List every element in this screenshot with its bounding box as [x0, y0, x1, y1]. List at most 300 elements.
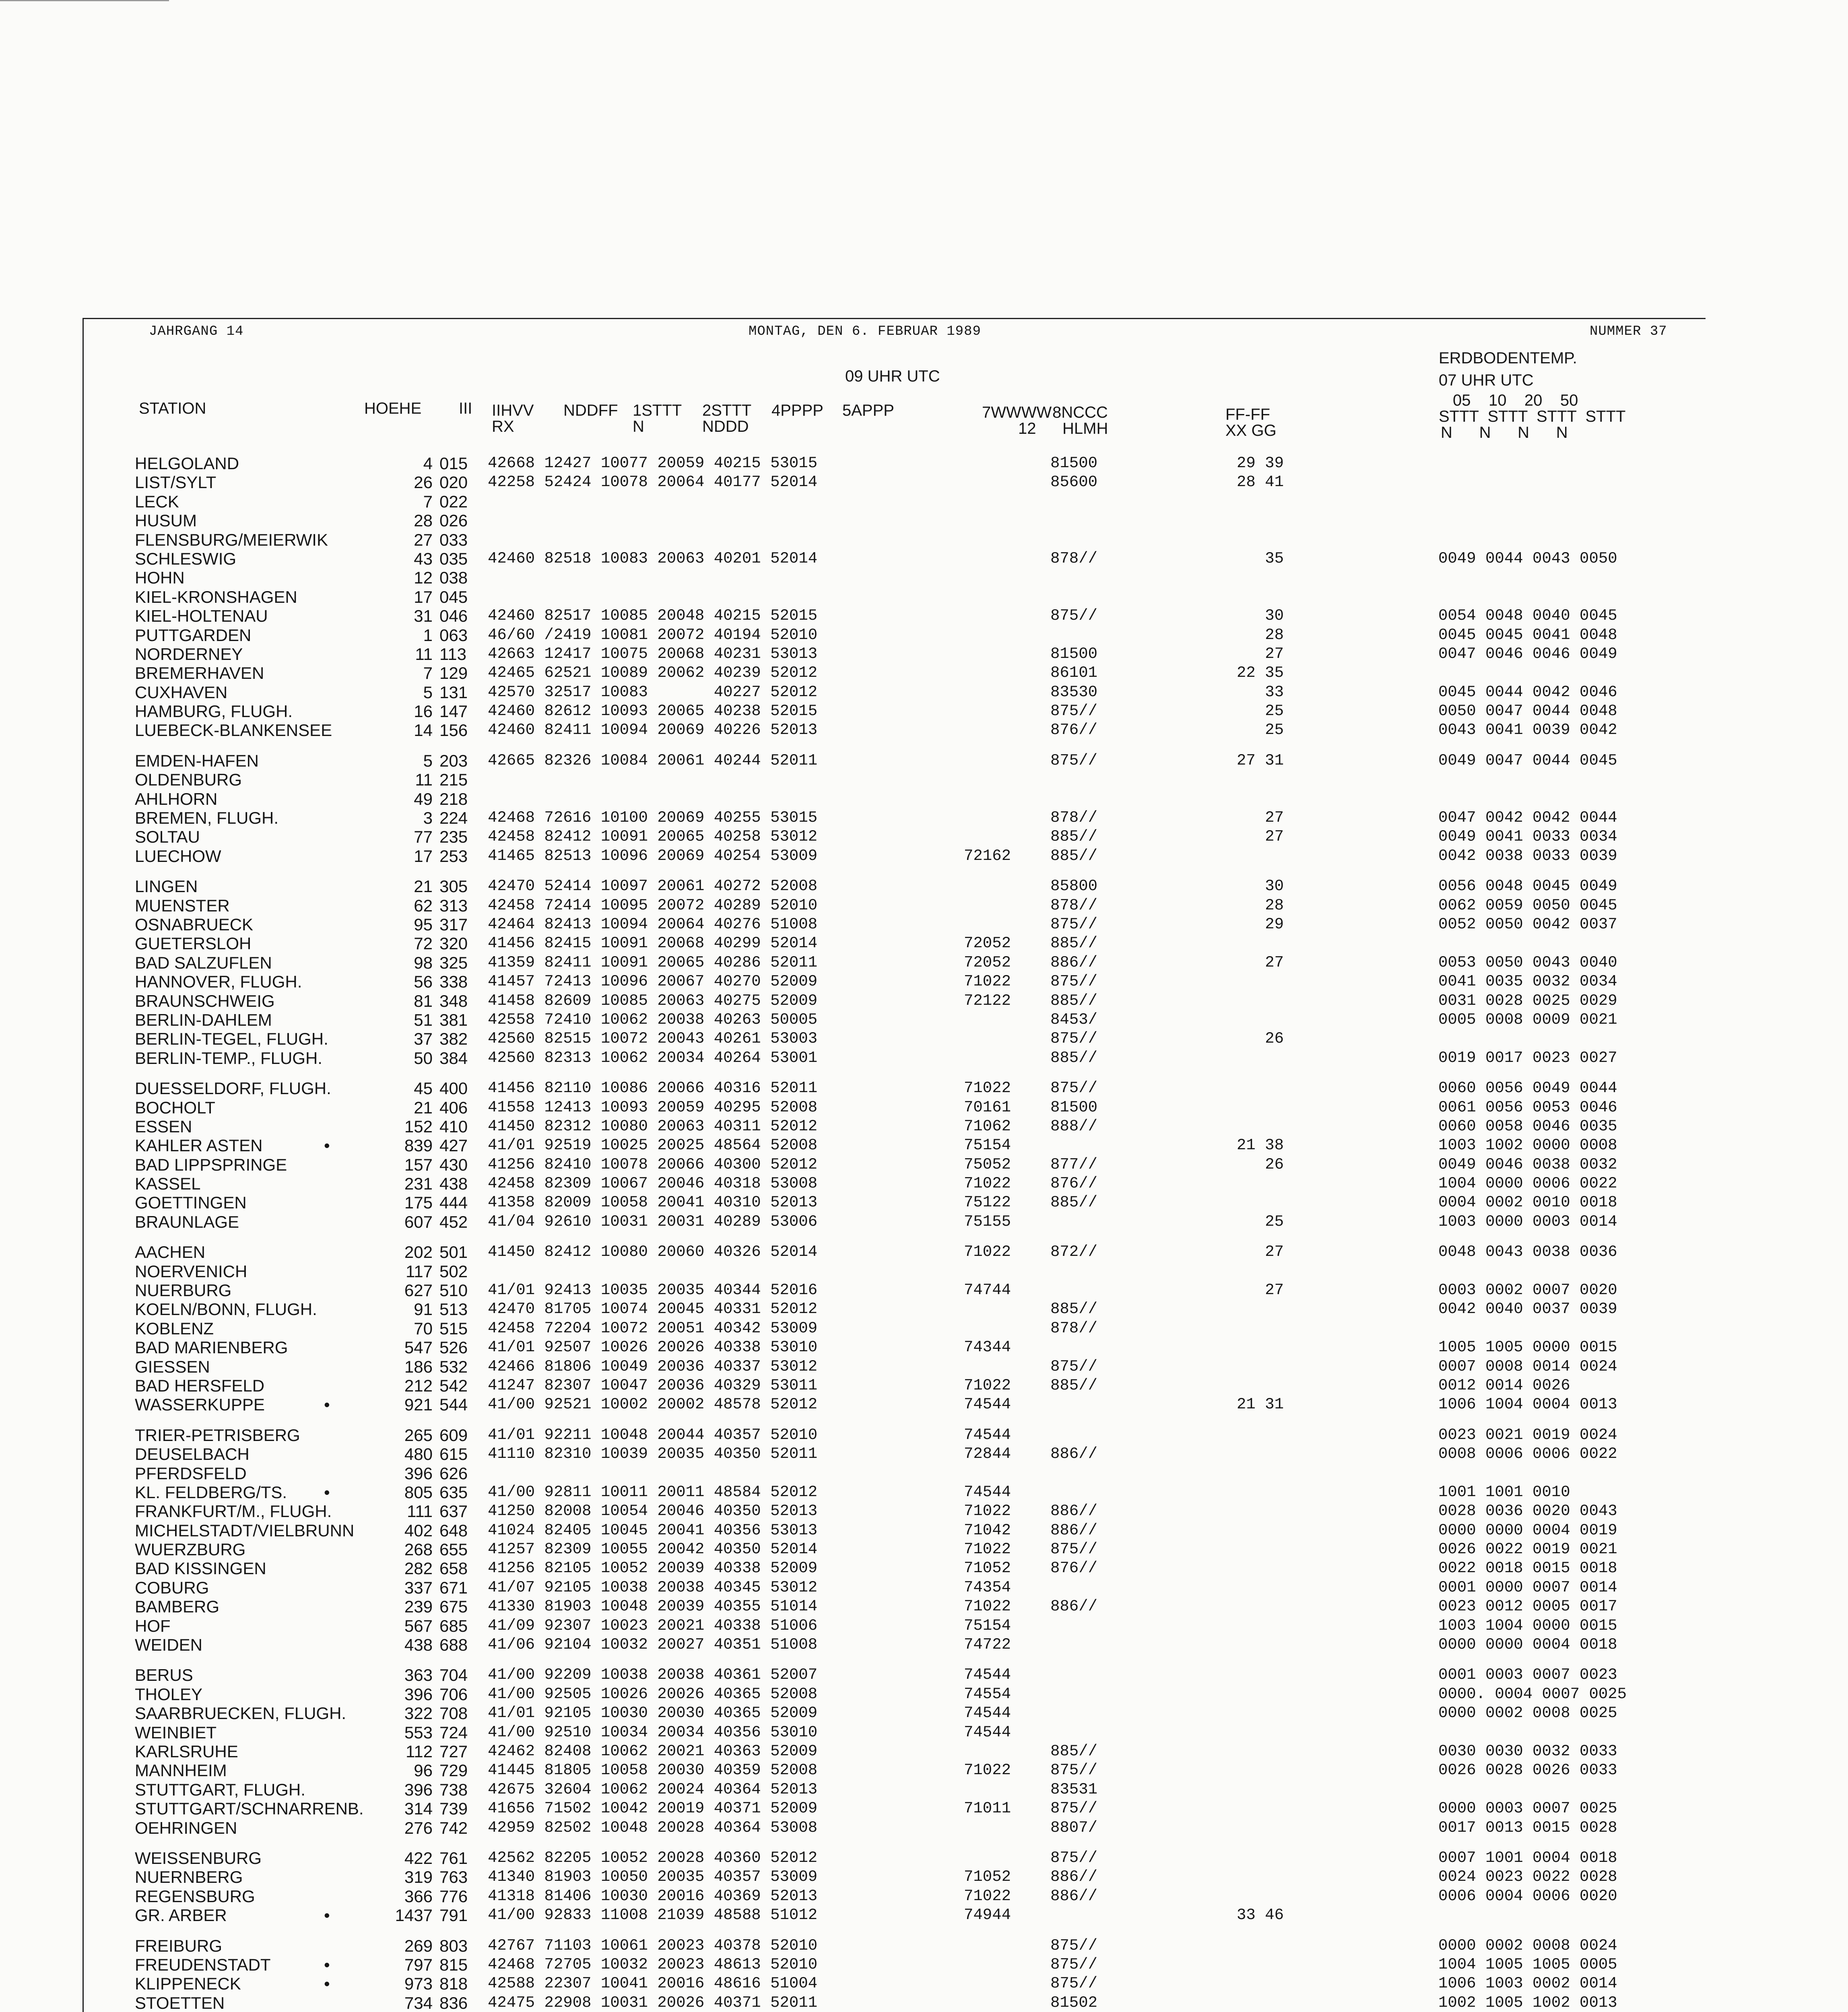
- weather-group: 74944: [964, 1906, 1011, 1924]
- station-name: FREIBURG: [135, 1936, 223, 1955]
- weather-group: 72052: [964, 934, 1011, 952]
- station-height: 396: [404, 1684, 433, 1704]
- wind-gusts: 25: [1265, 721, 1284, 739]
- station-height: 98: [414, 953, 433, 972]
- wind-gusts: 28 41: [1236, 473, 1284, 491]
- cloud-group: 886//: [1050, 1445, 1098, 1463]
- station-number: 022: [439, 492, 468, 511]
- station-height: 11: [415, 644, 433, 664]
- wind-gusts: 22 35: [1236, 664, 1284, 682]
- station-number: 675: [439, 1597, 468, 1616]
- station-height: 3: [423, 808, 433, 828]
- station-number: 609: [439, 1425, 468, 1445]
- cloud-group: 886//: [1050, 1887, 1098, 1905]
- soil-temperatures: 0047 0042 0042 0044: [1438, 809, 1617, 827]
- station-number: 542: [439, 1376, 468, 1395]
- station-name: KARLSRUHE: [135, 1742, 238, 1761]
- synop-groups: 41318 81406 10030 20016 40369 52013: [488, 1887, 818, 1905]
- station-number: 761: [439, 1848, 468, 1868]
- wind-gusts: 30: [1265, 607, 1284, 625]
- station-name: GIESSEN: [135, 1357, 210, 1376]
- station-name: HUSUM: [135, 511, 197, 530]
- station-height: 5: [423, 682, 433, 702]
- soil-temperatures: 0042 0040 0037 0039: [1438, 1300, 1617, 1318]
- station-number: 515: [439, 1319, 468, 1338]
- soil-temperatures: 0048 0043 0038 0036: [1438, 1243, 1617, 1261]
- station-name: MANNHEIM: [135, 1761, 227, 1780]
- soil-temperatures: 1003 1002 0000 0008: [1438, 1136, 1617, 1154]
- cloud-group: 875//: [1050, 751, 1098, 769]
- wind-gusts: 28: [1265, 896, 1284, 914]
- synop-groups: 41/06 92104 10032 20027 40351 51008: [488, 1636, 818, 1654]
- station-height: 366: [404, 1886, 433, 1906]
- station-number: 776: [439, 1886, 468, 1906]
- cloud-group: 85600: [1050, 473, 1098, 491]
- cloud-group: 83530: [1050, 683, 1098, 701]
- synop-groups: 42458 72204 10072 20051 40342 53009: [488, 1319, 818, 1337]
- station-height: 202: [404, 1243, 433, 1262]
- cloud-group: 81502: [1050, 1993, 1098, 2012]
- station-height: 231: [404, 1174, 433, 1194]
- cloud-group: 885//: [1050, 1194, 1098, 1212]
- synop-groups: 41456 82415 10091 20068 40299 52014: [488, 934, 818, 952]
- cloud-group: 875//: [1050, 973, 1098, 991]
- synop-groups: 42470 52414 10097 20061 40272 52008: [488, 877, 818, 895]
- weather-group: 72844: [964, 1445, 1011, 1463]
- weather-group: 71052: [964, 1868, 1011, 1886]
- synop-groups: 42460 82517 10085 20048 40215 52015: [488, 607, 818, 625]
- synop-groups: 41/07 92105 10038 20038 40345 53012: [488, 1578, 818, 1596]
- station-number: 658: [439, 1559, 468, 1578]
- weather-group: 75155: [964, 1212, 1011, 1231]
- station-number: 791: [439, 1906, 468, 1925]
- synop-groups: 41/01 92105 10030 20030 40365 52009: [488, 1704, 818, 1722]
- cloud-group: 875//: [1050, 607, 1098, 625]
- synop-groups: 42460 82518 10083 20063 40201 52014: [488, 549, 818, 567]
- station-height: 112: [406, 1742, 433, 1761]
- soil-temperatures: 0008 0006 0006 0022: [1438, 1445, 1617, 1463]
- station-name: BAD HERSFELD: [135, 1376, 265, 1395]
- station-height: 117: [406, 1262, 433, 1281]
- station-height: 314: [404, 1799, 433, 1818]
- station-height: 70: [414, 1319, 433, 1338]
- soil-temperatures: 0000. 0004 0007 0025: [1438, 1685, 1627, 1703]
- station-name: WASSERKUPPE: [135, 1395, 265, 1414]
- station-name: DEUSELBACH: [135, 1445, 250, 1464]
- synop-groups: 42458 72414 10095 20072 40289 52010: [488, 896, 818, 914]
- synop-groups: 42470 81705 10074 20045 40331 52012: [488, 1300, 818, 1318]
- weather-group: 72162: [964, 847, 1011, 865]
- scan-edge: [0, 0, 169, 1]
- wind-gusts: 27: [1265, 1281, 1284, 1299]
- weather-group: 71022: [964, 1502, 1011, 1520]
- station-height: 797: [404, 1955, 433, 1974]
- soil-temperatures: 1003 1004 0000 0015: [1438, 1616, 1617, 1635]
- synop-groups: 42458 82309 10067 20046 40318 53008: [488, 1175, 818, 1193]
- synop-groups: 42959 82502 10048 20028 40364 53008: [488, 1818, 818, 1837]
- station-height: 72: [414, 934, 433, 953]
- weather-group: 71042: [964, 1521, 1011, 1539]
- soil-temperatures: 0024 0023 0022 0028: [1438, 1868, 1617, 1886]
- station-number: 655: [439, 1540, 468, 1559]
- mountain-marker: •: [324, 1955, 330, 1974]
- station-height: 175: [404, 1193, 433, 1212]
- synop-groups: 41024 82405 10045 20041 40356 53013: [488, 1521, 818, 1539]
- soil-temperatures: 0000 0002 0008 0025: [1438, 1704, 1617, 1722]
- cloud-group: 885//: [1050, 828, 1098, 846]
- station-name: AHLHORN: [135, 789, 218, 808]
- weather-group: 75154: [964, 1136, 1011, 1154]
- weather-group: 72052: [964, 953, 1011, 971]
- soil-temperatures: 0000 0000 0004 0019: [1438, 1521, 1617, 1539]
- station-number: 452: [439, 1212, 468, 1231]
- station-number: 382: [439, 1029, 468, 1049]
- weather-group: 74744: [964, 1281, 1011, 1299]
- station-height: 77: [414, 827, 433, 847]
- station-height: 396: [404, 1464, 433, 1483]
- weather-group: 74544: [964, 1723, 1011, 1741]
- synop-groups: 41/01 92413 10035 20035 40344 52016: [488, 1281, 818, 1299]
- station-height: 95: [414, 915, 433, 934]
- soil-temperatures: 0052 0050 0042 0037: [1438, 915, 1617, 933]
- soil-temperatures: 1003 0000 0003 0014: [1438, 1212, 1617, 1231]
- station-name: BRAUNSCHWEIG: [135, 991, 275, 1010]
- station-name: CUXHAVEN: [135, 682, 228, 702]
- c8-header-sub: HLMH: [1062, 420, 1108, 437]
- station-name: GOETTINGEN: [135, 1193, 247, 1212]
- cloud-group: 875//: [1050, 915, 1098, 933]
- weather-group: 71022: [964, 1175, 1011, 1193]
- station-number: 215: [439, 770, 468, 790]
- station-height: 239: [404, 1597, 433, 1616]
- station-height: 438: [404, 1635, 433, 1655]
- station-number: 626: [439, 1464, 468, 1483]
- cloud-group: 886//: [1050, 1868, 1098, 1886]
- wind-gusts: 33: [1265, 683, 1284, 701]
- station-header: STATION: [139, 400, 206, 417]
- soil-temperatures: 0026 0028 0026 0033: [1438, 1761, 1617, 1779]
- station-height: 43: [414, 549, 433, 568]
- station-name: PFERDSFELD: [135, 1464, 247, 1483]
- station-height: 56: [414, 972, 433, 992]
- station-height: 96: [414, 1761, 433, 1780]
- station-number: 026: [439, 511, 468, 530]
- station-height: 269: [404, 1936, 433, 1955]
- cloud-group: 888//: [1050, 1117, 1098, 1135]
- synop-groups: 41/00 92510 10034 20034 40356 53010: [488, 1723, 818, 1741]
- station-name: LUEBECK-BLANKENSEE: [135, 721, 332, 740]
- station-number: 708: [439, 1704, 468, 1723]
- station-height: 12: [414, 568, 433, 588]
- cloud-group: 876//: [1050, 1175, 1098, 1193]
- soil-temperatures: 0017 0013 0015 0028: [1438, 1818, 1617, 1837]
- station-height: 157: [404, 1155, 433, 1174]
- wind-gusts: 27: [1265, 828, 1284, 846]
- station-number: 129: [439, 664, 468, 683]
- weather-group: 71011: [964, 1800, 1011, 1818]
- soil-temperatures: 0056 0048 0045 0049: [1438, 877, 1617, 895]
- station-name: GUETERSLOH: [135, 934, 252, 953]
- station-name: LECK: [135, 492, 179, 511]
- station-name: WEIDEN: [135, 1635, 202, 1655]
- synop-groups: 46/60 /2419 10081 20072 40194 52010: [488, 626, 818, 644]
- station-name: REGENSBURG: [135, 1886, 255, 1906]
- cloud-group: 886//: [1050, 1598, 1098, 1616]
- mountain-marker: •: [324, 1482, 330, 1502]
- c4-header-sub: NDDD: [702, 418, 749, 435]
- station-name: STUTTGART/SCHNARRENB.: [135, 1799, 364, 1818]
- station-number: 803: [439, 1936, 468, 1955]
- station-height: 186: [404, 1357, 433, 1376]
- c4-header: 2STTT: [702, 402, 752, 419]
- synop-groups: 42258 52424 10078 20064 40177 52014: [488, 473, 818, 491]
- weather-group: 74344: [964, 1338, 1011, 1356]
- station-number: 305: [439, 877, 468, 896]
- station-name: LINGEN: [135, 877, 198, 896]
- height-header: HOEHE: [364, 400, 422, 417]
- synop-groups: 42464 82413 10094 20064 40276 51008: [488, 915, 818, 933]
- cloud-group: 886//: [1050, 1521, 1098, 1539]
- station-height: 16: [414, 702, 433, 721]
- station-height: 11: [415, 770, 433, 790]
- synop-groups: 42468 72616 10100 20069 40255 53015: [488, 809, 818, 827]
- synop-groups: 42588 22307 10041 20016 48616 51004: [488, 1975, 818, 1993]
- station-height: 17: [414, 587, 433, 606]
- station-height: 282: [404, 1559, 433, 1578]
- station-name: KOBLENZ: [135, 1319, 214, 1338]
- cloud-group: 875//: [1050, 1030, 1098, 1048]
- station-number: 381: [439, 1010, 468, 1029]
- station-number: 235: [439, 827, 468, 847]
- iii-header: III: [459, 400, 472, 417]
- soil-temperatures: 0062 0059 0050 0045: [1438, 896, 1617, 914]
- weather-group: 71022: [964, 1598, 1011, 1616]
- synop-groups: 41/01 92519 10025 20025 48564 52008: [488, 1136, 818, 1154]
- synop-groups: 41/01 92507 10026 20026 40338 53010: [488, 1338, 818, 1356]
- soil-temperatures: 0054 0048 0040 0045: [1438, 607, 1617, 625]
- soil-temperatures: 1004 1005 1005 0005: [1438, 1955, 1617, 1973]
- station-height: 45: [414, 1079, 433, 1098]
- station-number: 532: [439, 1357, 468, 1376]
- cloud-group: 885//: [1050, 1742, 1098, 1760]
- station-name: COBURG: [135, 1578, 209, 1597]
- station-name: HANNOVER, FLUGH.: [135, 972, 302, 992]
- synop-groups: 41110 82310 10039 20035 40350 52011: [488, 1445, 818, 1463]
- station-height: 422: [404, 1848, 433, 1868]
- soil-temperatures: 0045 0044 0042 0046: [1438, 683, 1617, 701]
- soil-temperatures: 0000 0003 0007 0025: [1438, 1800, 1617, 1818]
- station-height: 921: [404, 1395, 433, 1414]
- station-name: NUERBURG: [135, 1281, 232, 1300]
- station-number: 045: [439, 587, 468, 606]
- weather-group: 74544: [964, 1704, 1011, 1722]
- wind-gusts: 27: [1265, 1243, 1284, 1261]
- station-number: 156: [439, 721, 468, 740]
- synop-groups: 42570 32517 10083 40227 52012: [488, 683, 818, 701]
- soil-temperatures: 0041 0035 0032 0034: [1438, 973, 1617, 991]
- station-number: 430: [439, 1155, 468, 1174]
- cloud-group: 86101: [1050, 664, 1098, 682]
- c9-header-sub: XX GG: [1225, 422, 1277, 439]
- weather-group: 71052: [964, 1559, 1011, 1577]
- c9-header: FF-FF: [1225, 406, 1270, 423]
- soil-temperatures: 0049 0047 0044 0045: [1438, 751, 1617, 769]
- synop-groups: 42767 71103 10061 20023 40378 52010: [488, 1936, 818, 1954]
- station-height: 547: [404, 1338, 433, 1357]
- station-number: 502: [439, 1262, 468, 1281]
- weather-group: 75154: [964, 1616, 1011, 1635]
- synop-groups: 41/00 92209 10038 20038 40361 52007: [488, 1666, 818, 1684]
- cloud-group: 875//: [1050, 1079, 1098, 1097]
- cloud-group: 8807/: [1050, 1818, 1098, 1837]
- cloud-group: 878//: [1050, 809, 1098, 827]
- station-height: 5: [423, 751, 433, 770]
- station-height: 152: [404, 1117, 433, 1136]
- cloud-group: 875//: [1050, 1540, 1098, 1558]
- station-number: 544: [439, 1395, 468, 1414]
- station-name: WEINBIET: [135, 1723, 217, 1742]
- station-height: 734: [404, 1993, 433, 2012]
- wind-gusts: 33 46: [1236, 1906, 1284, 1924]
- weather-group: 74554: [964, 1685, 1011, 1703]
- station-name: FLENSBURG/MEIERWIK: [135, 530, 328, 549]
- station-number: 218: [439, 789, 468, 808]
- cloud-group: 876//: [1050, 1559, 1098, 1577]
- soil-temperatures: 0045 0045 0041 0048: [1438, 626, 1617, 644]
- wind-gusts: 27: [1265, 953, 1284, 971]
- station-height: 480: [404, 1445, 433, 1464]
- station-number: 015: [439, 454, 468, 473]
- station-name: MICHELSTADT/VIELBRUNN: [135, 1521, 355, 1540]
- station-name: BOCHOLT: [135, 1098, 215, 1117]
- station-height: 607: [404, 1212, 433, 1231]
- weather-group: 74544: [964, 1666, 1011, 1684]
- cloud-group: 875//: [1050, 1800, 1098, 1818]
- station-number: 526: [439, 1338, 468, 1357]
- synop-groups: 41256 82105 10052 20039 40338 52009: [488, 1559, 818, 1577]
- station-number: 131: [439, 682, 468, 702]
- station-name: FREUDENSTADT: [135, 1955, 271, 1974]
- synop-groups: 42675 32604 10062 20024 40364 52013: [488, 1780, 818, 1798]
- synop-groups: 41465 82513 10096 20069 40254 53009: [488, 847, 818, 865]
- station-height: 363: [404, 1666, 433, 1685]
- station-height: 21: [414, 1098, 433, 1117]
- cloud-group: 877//: [1050, 1155, 1098, 1173]
- cloud-group: 875//: [1050, 702, 1098, 720]
- wind-gusts: 27 31: [1236, 751, 1284, 769]
- station-number: 400: [439, 1079, 468, 1098]
- weather-group: 71022: [964, 1243, 1011, 1261]
- synop-groups: 42465 62521 10089 20062 40239 52012: [488, 664, 818, 682]
- station-number: 513: [439, 1300, 468, 1319]
- wind-gusts: 26: [1265, 1030, 1284, 1048]
- cloud-group: 81500: [1050, 645, 1098, 663]
- station-name: HOF: [135, 1616, 171, 1635]
- station-number: 706: [439, 1684, 468, 1704]
- station-number: 671: [439, 1578, 468, 1597]
- c8-header: 8NCCC: [1052, 404, 1108, 421]
- soil-temperatures: 0050 0047 0044 0048: [1438, 702, 1617, 720]
- weather-group: 72122: [964, 992, 1011, 1010]
- station-number: 338: [439, 972, 468, 992]
- soil-temperatures: 0000 0000 0004 0018: [1438, 1636, 1617, 1654]
- cloud-group: 8453/: [1050, 1010, 1098, 1029]
- soil-temperatures: 0007 0008 0014 0024: [1438, 1357, 1617, 1375]
- soil-temperatures: 0028 0036 0020 0043: [1438, 1502, 1617, 1520]
- station-height: 7: [423, 492, 433, 511]
- soil-temperatures: 0049 0044 0043 0050: [1438, 549, 1617, 567]
- synop-groups: 42560 82515 10072 20043 40261 53003: [488, 1030, 818, 1048]
- station-name: BRAUNLAGE: [135, 1212, 239, 1231]
- wind-gusts: 27: [1265, 645, 1284, 663]
- station-number: 063: [439, 625, 468, 645]
- station-name: TRIER-PETRISBERG: [135, 1425, 300, 1445]
- station-height: 91: [414, 1300, 433, 1319]
- station-height: 27: [414, 530, 433, 549]
- station-name: BAD MARIENBERG: [135, 1338, 288, 1357]
- station-number: 313: [439, 896, 468, 915]
- weather-group: 74722: [964, 1636, 1011, 1654]
- wind-gusts: 28: [1265, 626, 1284, 644]
- station-name: HOHN: [135, 568, 185, 588]
- cloud-group: 878//: [1050, 1319, 1098, 1337]
- cloud-group: 875//: [1050, 1936, 1098, 1954]
- station-number: 427: [439, 1136, 468, 1155]
- soil-temperatures: 0030 0030 0032 0033: [1438, 1742, 1617, 1760]
- soil-temperatures: 1001 1001 0010: [1438, 1483, 1570, 1501]
- soil-temperatures: 0031 0028 0025 0029: [1438, 992, 1617, 1010]
- cloud-group: 85800: [1050, 877, 1098, 895]
- weather-group: 74544: [964, 1426, 1011, 1444]
- station-height: 50: [414, 1048, 433, 1068]
- station-name: ESSEN: [135, 1117, 192, 1136]
- volume-label: JAHRGANG 14: [149, 324, 244, 339]
- station-height: 51: [414, 1010, 433, 1029]
- cloud-group: 875//: [1050, 1357, 1098, 1375]
- station-number: 688: [439, 1635, 468, 1655]
- cloud-group: 885//: [1050, 1049, 1098, 1067]
- weather-group: 71022: [964, 1376, 1011, 1394]
- station-number: 704: [439, 1666, 468, 1685]
- synop-groups: 42668 12427 10077 20059 40215 53015: [488, 454, 818, 472]
- soil-temperatures: 0007 1001 0004 0018: [1438, 1849, 1617, 1867]
- station-name: BREMERHAVEN: [135, 664, 264, 683]
- cloud-group: 886//: [1050, 1502, 1098, 1520]
- wind-gusts: 25: [1265, 1212, 1284, 1231]
- station-name: NUERNBERG: [135, 1868, 243, 1887]
- soil-temperatures: 0006 0004 0006 0020: [1438, 1887, 1617, 1905]
- station-number: 224: [439, 808, 468, 828]
- weather-group: 71022: [964, 1540, 1011, 1558]
- c1-header-sub: RX: [492, 418, 514, 435]
- station-number: 410: [439, 1117, 468, 1136]
- station-name: HAMBURG, FLUGH.: [135, 702, 293, 721]
- time-heading: 09 UHR UTC: [845, 367, 940, 385]
- synop-groups: 42663 12417 10075 20068 40231 53013: [488, 645, 818, 663]
- station-number: 763: [439, 1868, 468, 1887]
- station-height: 212: [404, 1376, 433, 1395]
- station-name: SCHLESWIG: [135, 549, 237, 568]
- synop-groups: 41247 82307 10047 20036 40329 53011: [488, 1376, 818, 1394]
- synop-groups: 41250 82008 10054 20046 40350 52013: [488, 1502, 818, 1520]
- weather-group: 71062: [964, 1117, 1011, 1135]
- soil-temp-time: 07 UHR UTC: [1439, 371, 1534, 389]
- station-name: BERLIN-TEMP., FLUGH.: [135, 1048, 322, 1068]
- synop-groups: 41450 82412 10080 20060 40326 52014: [488, 1243, 818, 1261]
- soil-temperatures: 1006 1004 0004 0013: [1438, 1396, 1617, 1414]
- synop-groups: 41458 82609 10085 20063 40275 52009: [488, 992, 818, 1010]
- synop-groups: 41558 12413 10093 20059 40295 52008: [488, 1098, 818, 1116]
